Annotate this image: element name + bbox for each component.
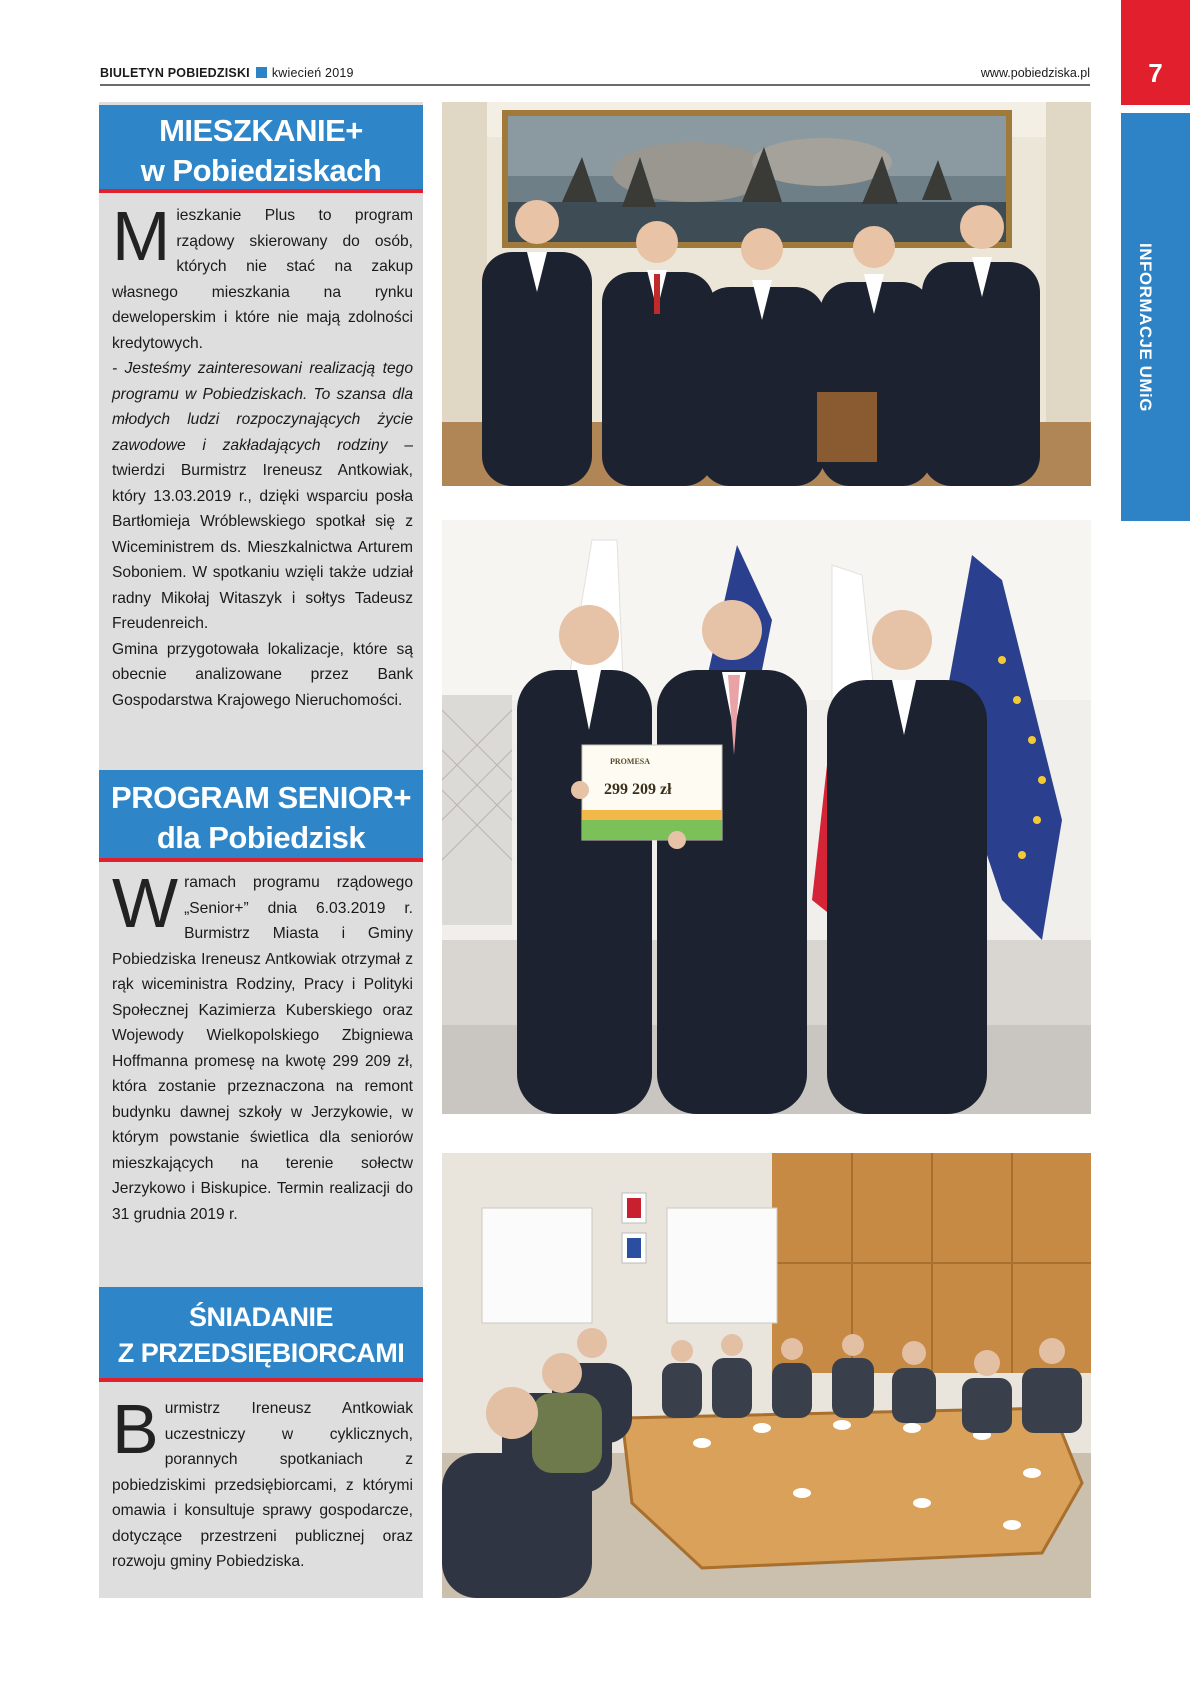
publication-name: BIULETYN POBIEDZISKI: [100, 66, 250, 80]
article3-drop-cap: B: [112, 1390, 159, 1468]
article1-body: [112, 197, 413, 713]
article1-para3: Gmina przygotowała lokalizacje, które są obecnie analizowane przez Bank Gospodarstwa Krajowego Nieruchomości.: [112, 640, 413, 709]
article2-title-line2: dla Pobiedzisk: [156, 820, 366, 855]
ship-painting: [502, 110, 1012, 248]
article3-title-box: [99, 1287, 423, 1382]
page-number-tab: [1121, 0, 1190, 105]
section-tab: [1121, 113, 1190, 521]
article3-text: urmistrz Ireneusz Antkowiak uczestniczy w cyklicznych, porannych spotkaniach z pobiedziskimi przedsiębiorcami, z którymi omawia i konsultuje sprawy gospodarcze, dotyczące przestrzeni publicznej oraz rozwoju gminy Pobiedziska.: [112, 1400, 413, 1570]
cheque-amount: 299 209 zł: [604, 781, 672, 798]
photo-senior-plus-cheque: [442, 520, 1091, 1114]
article1-para1: ieszkanie Plus to program rządowy skierowany do osób, których nie stać na zakup własnego mieszkania na rynku deweloperskim i które nie mają zdolności kredytowych.: [112, 207, 413, 352]
page-number: 7: [1148, 58, 1163, 88]
article1-drop-cap: M: [112, 197, 171, 275]
photo-meeting-deputy-minister: [442, 102, 1091, 486]
article2-title-box: [99, 770, 423, 862]
article3-title-line2: Z PRZEDSIĘBIORCAMI: [117, 1338, 405, 1368]
article1-para2: – twierdzi Burmistrz Ireneusz Antkowiak, który 13.03.2019 r., dzięki wsparciu posła Bartłomieja Wróblewskiego spotkał się z Wiceministrem ds. Mieszkalnictwa Arturem Soboniem. W spotkaniu wzięli także udział radny Mikołaj Witaszyk i sołtys Tadeusz Freudenreich.: [112, 436, 413, 632]
website-link[interactable]: www.pobiedziska.pl: [980, 66, 1090, 80]
page-header: [100, 64, 1090, 86]
section-label: INFORMACJE UMiG: [1136, 243, 1155, 412]
article3-body: [112, 1390, 413, 1575]
photo-breakfast-entrepreneurs: [442, 1153, 1091, 1598]
article1-title-box: [99, 105, 423, 193]
article2-title-line1: PROGRAM SENIOR+: [111, 780, 411, 815]
cheque-title: PROMESA: [610, 757, 650, 766]
article1-title-line1: MIESZKANIE+: [159, 113, 363, 148]
article1-title-line2: w Pobiedziskach: [140, 153, 382, 188]
article2-text: ramach programu rządowego „Senior+” dnia 6.03.2019 r. Burmistrz Miasta i Gminy Pobiedziska Ireneusz Antkowiak otrzymał z rąk wiceministra Rodziny, Pracy i Polityki Społecznej Kazimierza Kuberskiego oraz Wojewody Wielkopolskiego Zbigniewa Hoffmanna promesę na kwotę 299 209 zł, która zostanie przeznaczona na remont budynku dawnej szkoły w Jerzykowie, w którym powstanie świetlica dla seniorów mieszkających na terenie sołectw Jerzykowo i Biskupice. Termin realizacji do 31 grudnia 2019 r.: [112, 874, 413, 1223]
issue-date: kwiecień 2019: [271, 66, 354, 80]
article2-drop-cap: W: [112, 864, 179, 942]
header-square-marker: [256, 67, 267, 78]
article1-quote: - Jesteśmy zainteresowani realizacją tego programu w Pobiedziskach. To szansa dla młodych ludzi rozpoczynających życie zawodowe i zakładających rodziny: [112, 360, 413, 454]
cheque-board: [582, 745, 722, 840]
article2-body: [112, 864, 413, 1227]
article3-title-line1: ŚNIADANIE: [188, 1302, 333, 1332]
header-publication-info: [100, 66, 354, 80]
